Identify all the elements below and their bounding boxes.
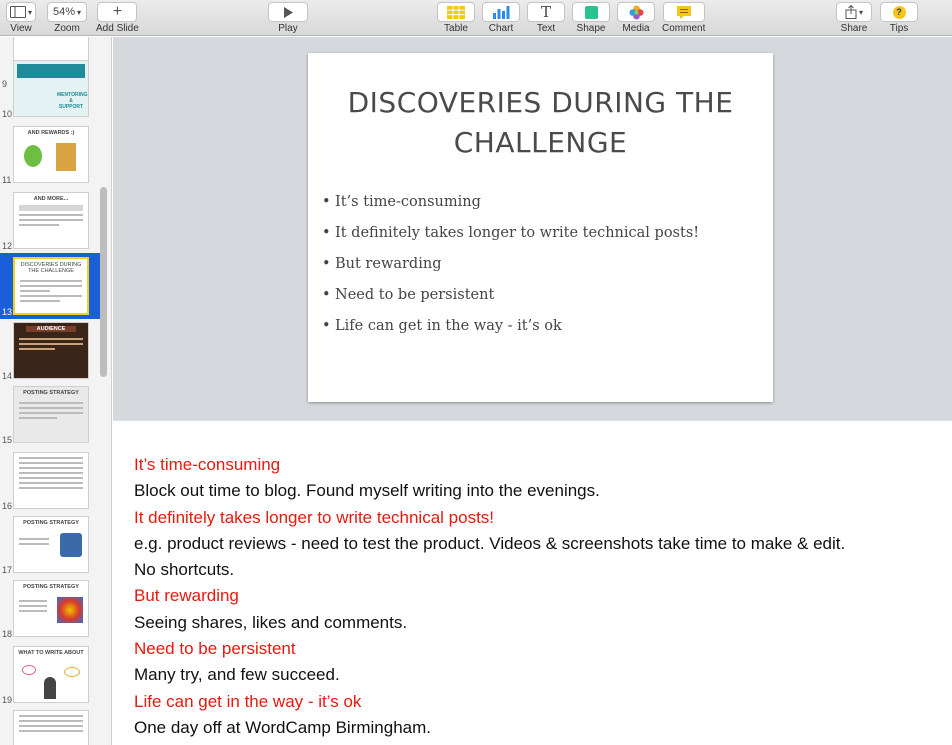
chart-button[interactable] [482,2,520,22]
media-label: Media [622,23,650,34]
slide-number: 15 [2,435,13,445]
slide-number: 14 [2,371,13,381]
slide-number: 16 [2,501,13,511]
slide-title-line: CHALLENGE [453,126,628,159]
thumb-title: AND MORE... [33,196,69,202]
comment-label: Comment [662,23,706,34]
navigator-scrollbar[interactable] [100,187,107,377]
chart-control[interactable] [482,2,520,34]
thumb-title: AND REWARDS :) [27,130,75,136]
bullet-text: Need to be persistent [335,287,495,303]
toolbar [0,0,952,36]
note-line: Life can get in the way - it’s ok [134,691,362,711]
slide-navigator [0,37,112,745]
slide-number: 18 [2,629,13,639]
slide-title[interactable] [308,83,773,163]
note-line: It definitely takes longer to write technical posts! [134,507,495,527]
thumbnail-image [13,60,89,117]
note-line: Need to be persistent [134,639,296,659]
thumb-title: POSTING STRATEGY [23,584,79,590]
shape-label: Shape [576,23,606,34]
slide-number: 13 [2,307,13,317]
chart-label: Chart [488,23,514,34]
play-label: Play [278,23,298,34]
thumbnail-image [13,192,89,249]
slide-thumbnail[interactable] [0,707,100,745]
slide-thumbnail[interactable] [0,319,100,383]
slide-thumbnail-selected[interactable] [0,253,100,319]
text-label: Text [536,23,556,34]
help-icon: ? [893,6,906,19]
presenter-notes[interactable] [113,420,952,745]
share-icon [845,5,857,19]
zoom-select[interactable] [47,2,87,22]
view-control[interactable] [6,2,36,34]
thumb-title: MENTORING & SUPPORT [57,92,88,110]
note-line: Seeing shares, likes and comments. [134,612,408,632]
table-button[interactable] [437,2,475,22]
slide-number: 12 [2,241,13,251]
table-control[interactable] [437,2,475,34]
share-button[interactable] [836,2,872,22]
thumbnail-image [13,386,89,443]
thumbnail-image [13,580,89,637]
chevron-down-icon: ▾ [858,7,863,17]
sidebar-icon[interactable]: ▾ [6,2,36,22]
slide-thumbnail[interactable] [0,383,100,447]
slide-thumbnail[interactable] [0,189,100,253]
tips-control[interactable] [880,2,918,34]
thumb-title: WHAT TO WRITE ABOUT [18,650,84,656]
thumb-title: DISCOVERIES DURING THE CHALLENGE [20,262,82,274]
slide-canvas [113,37,952,420]
current-slide[interactable] [308,53,773,402]
tips-label: Tips [889,23,909,34]
share-label: Share [840,23,868,34]
media-button[interactable] [617,2,655,22]
thumbnail-image [13,322,89,379]
plus-icon: + [112,3,123,20]
thumb-title: POSTING STRATEGY [23,390,79,396]
slide-number: 9 [2,79,8,89]
play-button[interactable] [268,2,308,22]
slide-thumbnail[interactable] [0,513,100,577]
bullet-item: • But rewarding [322,256,442,272]
slide-number: 10 [2,109,13,119]
view-label: View [10,23,32,34]
text-icon: T [540,3,551,21]
thumbnail-image [13,516,89,573]
thumb-title: POSTING STRATEGY [23,520,79,526]
add-slide-button[interactable] [97,2,137,22]
share-control[interactable] [836,2,872,34]
note-line: No shortcuts. [134,560,235,580]
zoom-control[interactable] [47,2,87,34]
shape-icon [585,6,598,19]
slide-thumbnail[interactable] [0,577,100,641]
slide-number: 19 [2,695,13,705]
bullet-item: • Need to be persistent [322,287,495,303]
slide-thumbnail[interactable] [0,57,100,121]
note-line: e.g. product reviews - need to test the product. Videos & screenshots take time to make & edit. [134,533,846,553]
media-control[interactable] [617,2,655,34]
play-icon [283,7,293,18]
shape-button[interactable] [572,2,610,22]
zoom-label: Zoom [54,23,80,34]
bullet-item: • It’s time-consuming [322,194,481,210]
thumb-title: AUDIENCE [26,326,76,332]
text-button[interactable] [527,2,565,22]
slide-bullet-list[interactable] [322,187,699,342]
comment-button[interactable] [663,2,705,22]
text-control[interactable] [527,2,565,34]
add-slide-label: Add Slide [96,23,139,34]
note-line: Many try, and few succeed. [134,665,340,685]
note-line: Block out time to blog. Found myself writing into the evenings. [134,481,600,501]
chevron-down-icon: ▾ [77,7,82,17]
comment-icon [677,6,691,19]
slide-thumbnail[interactable] [0,643,100,707]
thumbnail-image [13,710,89,745]
thumbnail-image [13,452,89,509]
add-slide-control[interactable] [96,2,139,34]
bullet-text: It’s time-consuming [335,194,481,210]
zoom-value: 54% [52,6,75,18]
slide-thumbnail[interactable] [0,123,100,187]
thumbnail-image [13,126,89,183]
note-line: One day off at WordCamp Birmingham. [134,717,432,737]
note-line: But rewarding [134,586,239,606]
tips-button[interactable] [880,2,918,22]
slide-number: 17 [2,565,13,575]
table-label: Table [444,23,468,34]
play-control[interactable] [268,2,308,34]
slide-title-line: DISCOVERIES DURING THE [347,86,734,119]
bullet-text: It definitely takes longer to write technical posts! [335,225,700,241]
thumbnail-image [13,646,89,703]
bullet-text: But rewarding [335,256,442,272]
photos-icon [629,5,644,20]
thumbnail-image [13,257,89,315]
note-line: It’s time-consuming [134,455,281,474]
bullet-item: • It definitely takes longer to write technical posts! [322,225,700,241]
bullet-item: • Life can get in the way - it’s ok [322,318,562,334]
chart-icon [492,6,510,19]
table-icon [447,6,465,19]
comment-control[interactable] [662,2,705,34]
shape-control[interactable] [572,2,610,34]
slide-thumbnail[interactable] [0,449,100,513]
bullet-text: Life can get in the way - it’s ok [335,318,562,334]
slide-number: 11 [2,175,12,185]
